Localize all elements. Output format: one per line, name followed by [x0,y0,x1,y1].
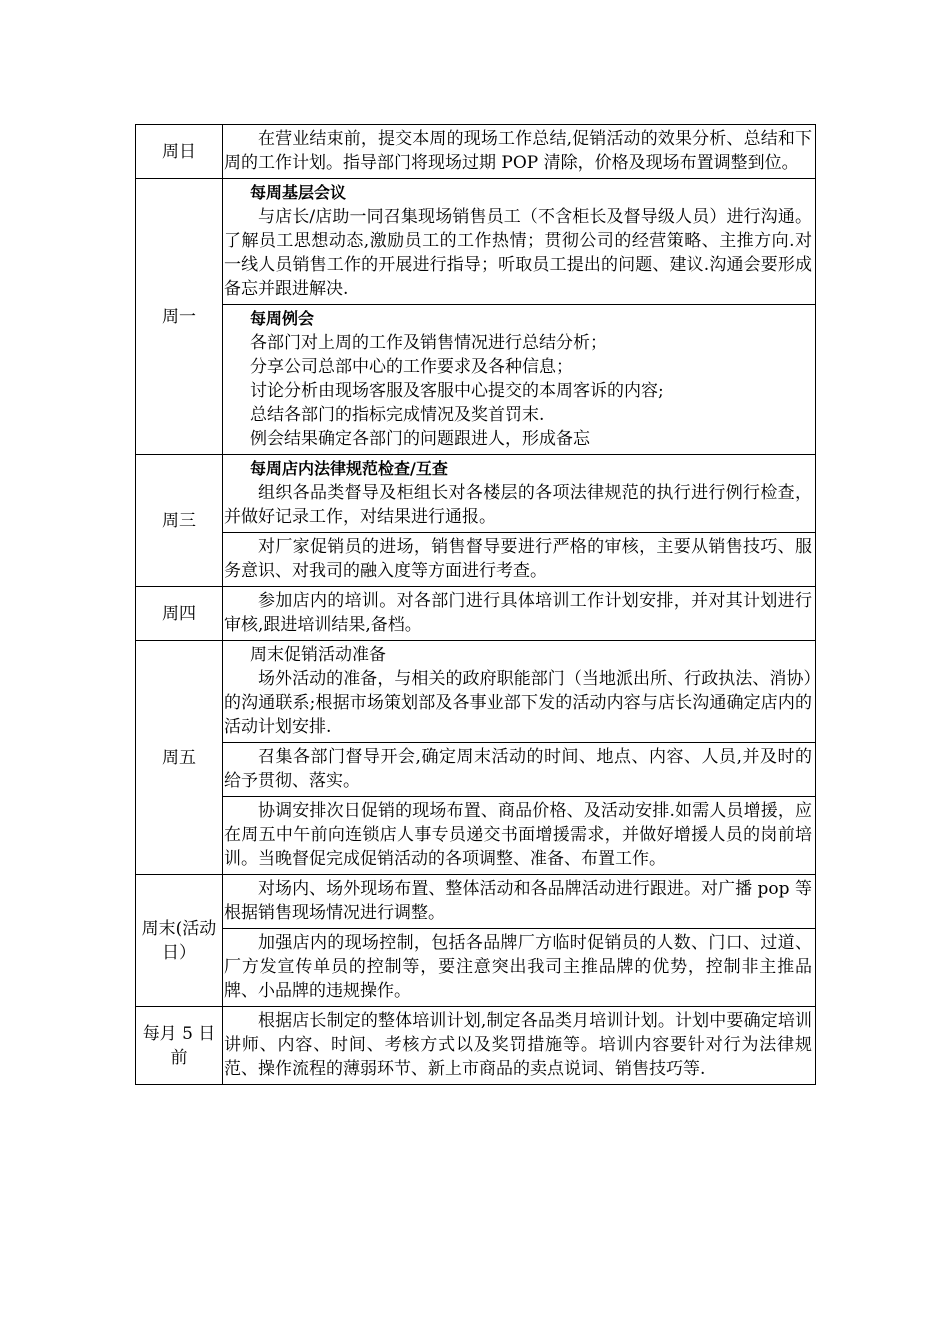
task-line: 例会结果确定各部门的问题跟进人，形成备忘 [250,429,590,449]
task-block [223,1007,815,1084]
task-content [223,125,816,179]
task-paragraph: 协调安排次日促销的现场布置、商品价格、及活动安排.如需人员增援，应在周五中午前向连锁店人事专员递交书面增援需求，并做好增援人员的岗前培训。当晚督促完成促销活动的各项调整、准备、布置工作。 [224,801,812,869]
schedule-row [136,1007,816,1085]
task-heading: 每周例会 [250,309,315,328]
task-line: 总结各部门的指标完成情况及奖首罚末. [250,405,545,425]
schedule-body [136,125,816,1085]
day-label: 周四 [136,587,223,641]
task-heading: 每周基层会议 [250,183,347,202]
task-content [223,587,816,641]
schedule-row [136,587,816,641]
day-label: 周三 [136,455,223,587]
task-paragraph: 组织各品类督导及柜组长对各楼层的各项法律规范的执行进行例行检查，并做好记录工作，对结果进行通报。 [224,483,812,527]
task-paragraph: 加强店内的现场控制，包括各品牌厂方临时促销员的人数、门口、过道、厂方发宣传单员的控制等，要注意突出我司主推品牌的优势，控制非主推品牌、小品牌的违规操作。 [224,933,812,1001]
day-label: 每月 5 日前 [136,1007,223,1085]
task-content [223,1007,816,1085]
schedule-row [136,455,816,587]
day-label: 周五 [136,641,223,875]
task-line: 讨论分析由现场客服及客服中心提交的本周客诉的内容; [250,381,664,401]
task-paragraph: 参加店内的培训。对各部门进行具体培训工作计划安排，并对其计划进行审核,跟进培训结果,备档。 [224,591,812,635]
task-heading: 每周店内法律规范检查/互查 [250,459,448,478]
task-content [223,455,816,587]
schedule-row [136,125,816,179]
task-line: 分享公司总部中心的工作要求及各种信息； [250,357,573,377]
task-paragraph: 在营业结束前，提交本周的现场工作总结,促销活动的效果分析、总结和下周的工作计划。指导部门将现场过期 POP 清除，价格及现场布置调整到位。 [224,129,812,173]
task-paragraph: 召集各部门督导开会,确定周末活动的时间、地点、内容、人员,并及时的给予贯彻、落实。 [224,747,812,791]
task-content [223,875,816,1007]
schedule-row [136,875,816,1007]
task-block [223,125,815,178]
task-paragraph: 与店长/店助一同召集现场销售员工（不含柜长及督导级人员）进行沟通。了解员工思想动态,激励员工的工作热情；贯彻公司的经营策略、主推方向.对一线人员销售工作的开展进行指导；听取员工提出的问题、建议.沟通会要形成备忘并跟进解决. [224,207,812,299]
task-block [223,304,815,454]
day-label: 周日 [136,125,223,179]
task-block [223,742,815,796]
task-block [223,455,815,532]
task-line: 周末促销活动准备 [250,645,386,665]
task-paragraph: 对厂家促销员的进场，销售督导要进行严格的审核，主要从销售技巧、服务意识、对我司的融入度等方面进行考查。 [224,537,812,581]
task-block [223,532,815,586]
task-block [223,875,815,928]
weekly-schedule-table [135,124,816,1085]
task-content [223,179,816,455]
task-block [223,796,815,874]
task-block [223,179,815,304]
task-paragraph: 根据店长制定的整体培训计划,制定各品类月培训计划。计划中要确定培训讲师、内容、时间、考核方式以及奖罚措施等。培训内容要针对行为法律规范、操作流程的薄弱环节、新上市商品的卖点说词、销售技巧等. [224,1011,812,1079]
task-paragraph: 场外活动的准备，与相关的政府职能部门（当地派出所、行政执法、消协）的沟通联系;根据市场策划部及各事业部下发的活动内容与店长沟通确定店内的活动计划安排. [224,669,812,737]
schedule-row [136,641,816,875]
task-paragraph: 对场内、场外现场布置、整体活动和各品牌活动进行跟进。对广播 pop 等根据销售现场情况进行调整。 [224,879,812,923]
task-block [223,641,815,742]
task-block [223,928,815,1006]
task-block [223,587,815,640]
schedule-row [136,179,816,455]
day-label: 周一 [136,179,223,455]
task-content [223,641,816,875]
day-label: 周末(活动日） [136,875,223,1007]
task-line: 各部门对上周的工作及销售情况进行总结分析； [250,333,607,353]
